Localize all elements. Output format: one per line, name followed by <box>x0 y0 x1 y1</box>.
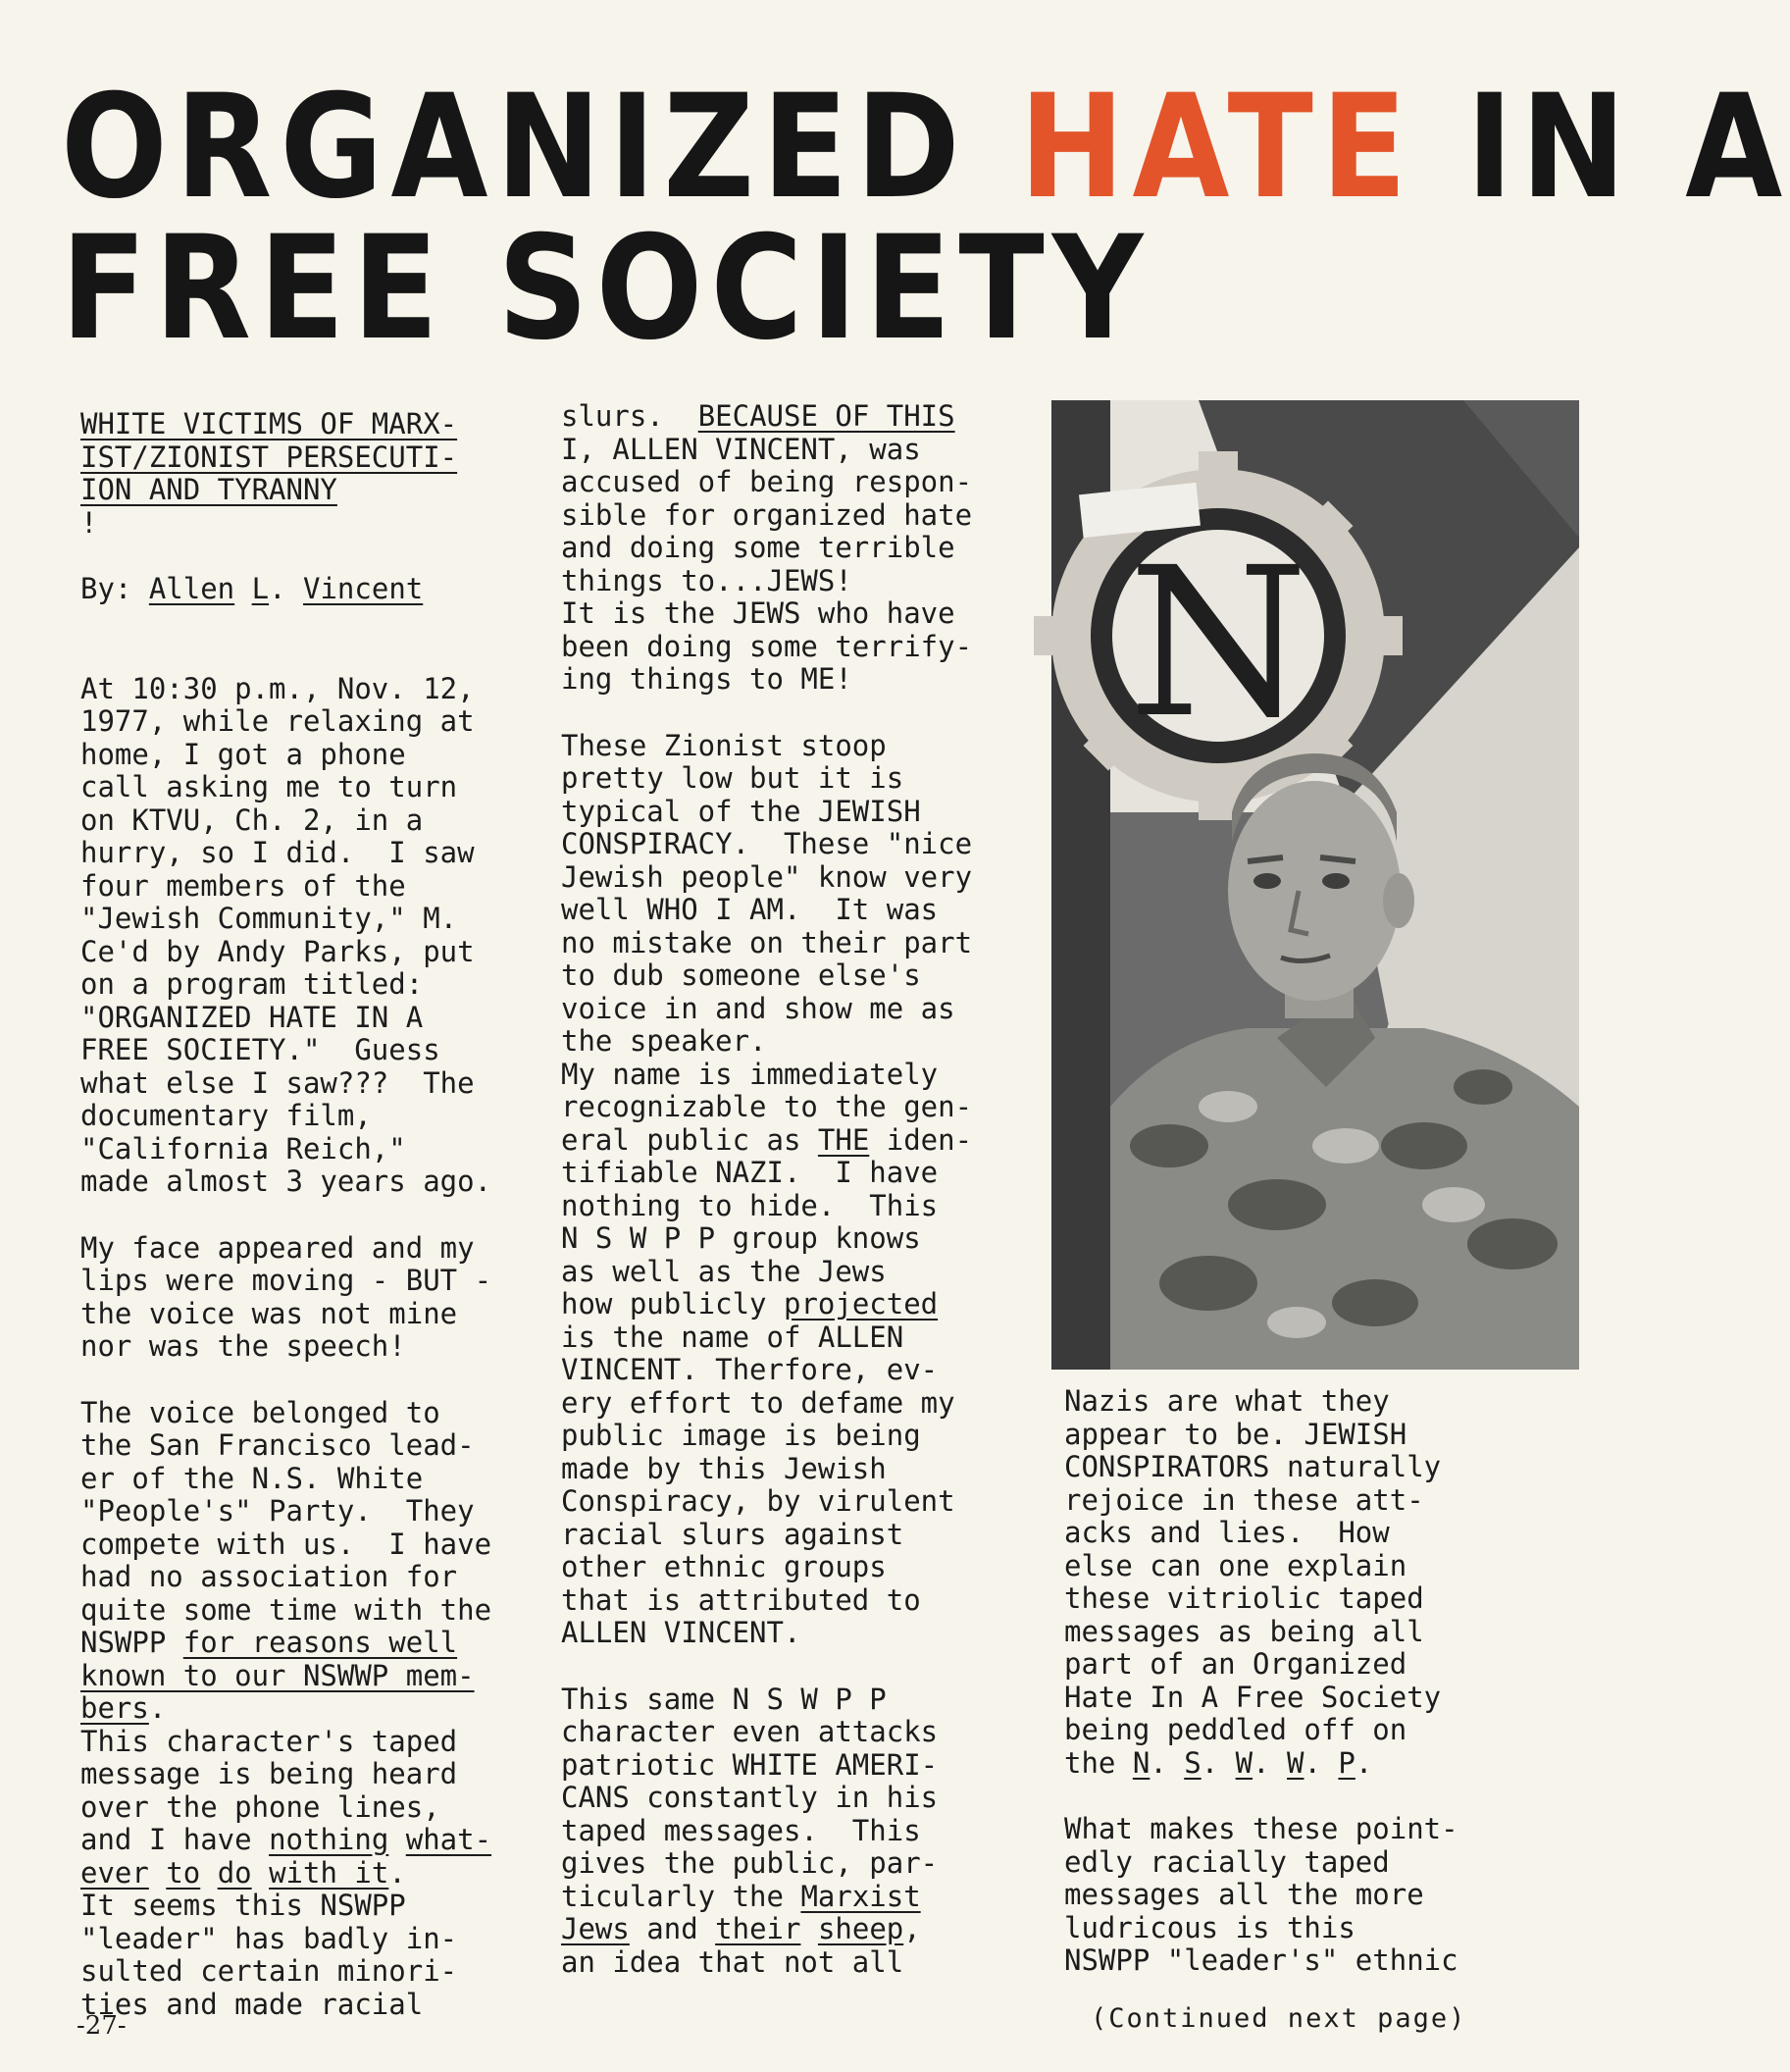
paragraph: This same N S W P P character even attacks patriotic WHITE AMERI- CANS constantly in his taped messages. This gives the public, par- ticularly the Marxist Jews and their sheep, an idea that not all <box>561 1682 939 1979</box>
paragraph: This character's taped message is being heard over the phone lines, <box>80 1724 458 1824</box>
article-column-1: WHITE VICTIMS OF MARX- IST/ZIONIST PERSECUTI- ION AND TYRANNY ! By: Allen L. Vincent At 10:30 p.m., Nov. 12, 1977, while relaxing at home, I got a phone call asking me to turn on KTVU, Ch. 2, in a hurry, so I did. I saw four members of the "Jewish Community," M. Ce'd by Andy Parks, put on a program titled: "ORGANIZED HATE IN A FREE SOCIETY." Guess what else I saw??? The documentary film, "California Reich," made almost 3 years ago. My face appeared and my lips were moving - BUT - the voice was not mine nor was the speech! The voice belonged to the San Francisco lead- er of the N.S. White "People's" Party. They compete with us. I have had no association for quite some time with the NSWPP for reasons well known to our NSWWP mem- bers. This character's taped message is being heard over the phone lines, and I have nothing what- ever to do with it. It seems this NSWPP "leader" has badly in- sulted certain minori- ties and made racial <box>80 407 492 2021</box>
page-number: -27- <box>77 2011 127 2041</box>
continued-note: (Continued next page) <box>1091 2003 1467 2034</box>
photo-illustration <box>1051 400 1579 1370</box>
flag-letter: N <box>1128 523 1308 763</box>
headline-hate-word: HATE <box>1019 64 1415 232</box>
paragraph: At 10:30 p.m., Nov. 12, 1977, while relaxing at home, I got a phone call asking me to turn on KTVU, Ch. 2, in a hurry, so I did. I saw four members of the "Jewish Community," M. Ce'd by Andy Parks, put on a program titled: "ORGANIZED HATE IN A FREE SOCIETY." Guess what else I saw??? The documentary film, "California Reich," made almost 3 years ago. <box>80 671 492 1198</box>
paragraph: My name is immediately recognizable to the gen- eral public as THE iden- tifiable NAZI. I have nothing to hide. This N S W P P group knows as well as the Jews how publicly projected is the name of ALLEN VINCENT. Therfore, ev- ery effort to defame my public image is being made by this Jewish Conspiracy, by virulent racial slurs against other ethnic groups that is attributed to ALLEN VINCENT. <box>561 1057 973 1649</box>
paragraph: Nazis are what they appear to be. JEWISH CONSPIRATORS naturally rejoice in these att- acks and lies. How else can one explain these vitriolic taped messages as being all part of an Organized Hate In A Free Society being peddled off on <box>1064 1384 1442 1746</box>
article-column-3: Nazis are what they appear to be. JEWISH CONSPIRATORS naturally rejoice in these att- acks and lies. How else can one explain these vitriolic taped messages as being all part of an Organized Hate In A Free Society being peddled off on the N. S. W. W. P. What makes these point- edly racially taped messages all the more ludricous is this NSWPP "leader's" ethnic <box>1064 1384 1458 1977</box>
byline: By: Allen L. Vincent <box>80 572 424 605</box>
paragraph: What makes these point- edly racially taped messages all the more ludricous is this NSWPP "leader's" ethnic <box>1064 1812 1458 1977</box>
paragraph: The voice belonged to the San Francisco lead- er of the N.S. White "People's" Party. They compete with us. I have had no association for quite some time with the <box>80 1395 492 1627</box>
headline-line-2: FREE SOCIETY <box>61 205 1151 373</box>
paragraph: I, ALLEN VINCENT, was accused of being respon- sible for organized hate and doing some terrible things to...JEWS! It is the JEWS who have been doing some terrify- ing things to ME! <box>561 432 973 696</box>
paragraph: It seems this NSWPP "leader" has badly in- sulted certain minori- ties and made racial <box>80 1889 458 2021</box>
photo-flag-and-man <box>1051 400 1579 1370</box>
headline-line-1: ORGANIZED HATE IN A <box>61 64 1790 232</box>
article-column-2: slurs. BECAUSE OF THIS I, ALLEN VINCENT, was accused of being respon- sible for organized hate and doing some terrible things to...JEWS! It is the JEWS who have been doing some terrify- ing things to ME! These Zionist stoop pretty low but it is typical of the JEWISH CONSPIRACY. These "nice Jewish people" know very well WHO I AM. It was no mistake on their part to dub someone else's voice in and show me as the speaker. My name is immediately recognizable to the gen- eral public as THE iden- tifiable NAZI. I have nothing to hide. This N S W P P group knows as well as the Jews how publicly projected is the name of ALLEN VINCENT. Therfore, ev- ery effort to defame my public image is being made by this Jewish Conspiracy, by virulent racial slurs against other ethnic groups that is attributed to ALLEN VINCENT. This same N S W P P character even attacks patriotic WHITE AMERI- CANS constantly in his taped messages. This gives the public, par- ticularly the Marxist Jews and their sheep, an idea that not all <box>561 399 973 1979</box>
paragraph: My face appeared and my lips were moving - BUT - the voice was not mine nor was the speech! <box>80 1230 492 1363</box>
paragraph: These Zionist stoop pretty low but it is typical of the JEWISH CONSPIRACY. These "nice Jewish people" know very well WHO I AM. It was no mistake on their part to dub someone else's voice in and show me as the speaker. <box>561 728 973 1058</box>
subhead: WHITE VICTIMS OF MARX- IST/ZIONIST PERSECUTI- ION AND TYRANNY <box>80 407 458 506</box>
